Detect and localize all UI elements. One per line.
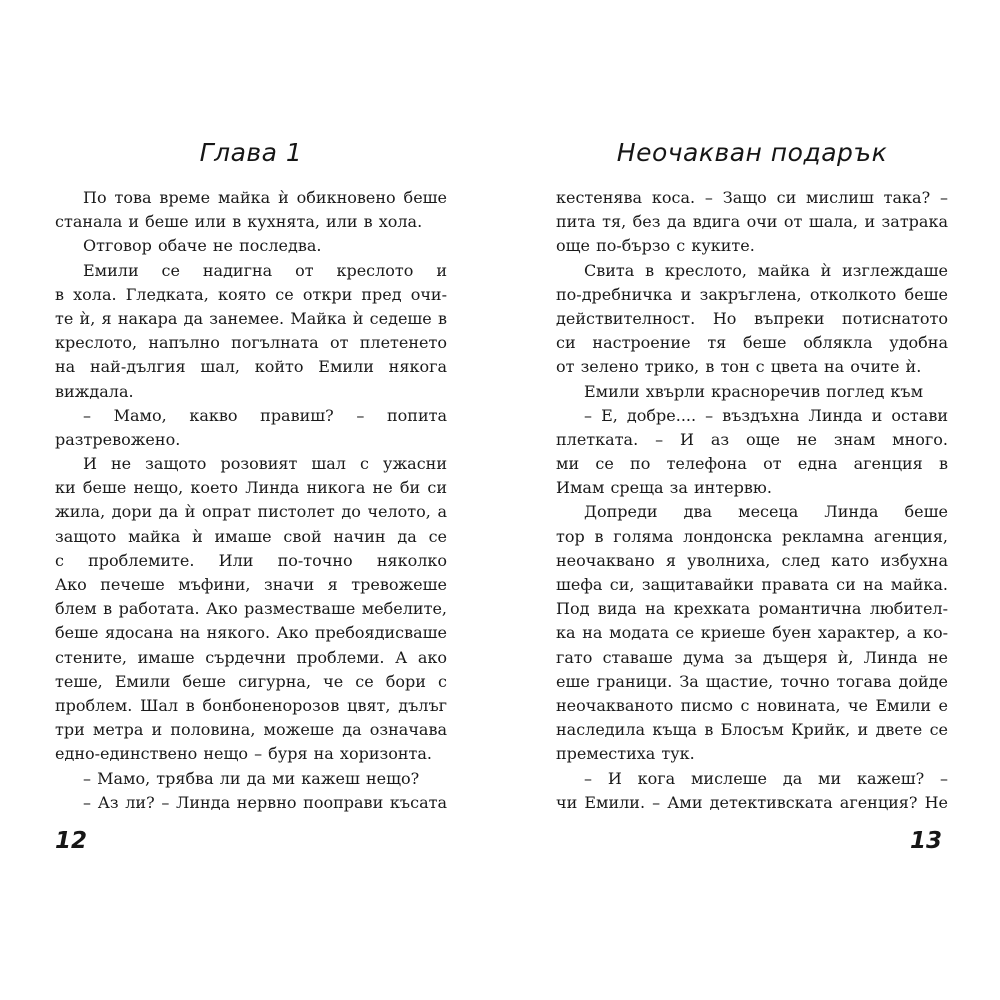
text-line: действителност. Но въпреки потиснатото (556, 308, 948, 328)
text-line: Под вида на крехката романтична любител- (556, 599, 948, 619)
text-line: блем в работата. Ако разместваше мебелите, (55, 599, 447, 619)
right-page-body-text (556, 186, 948, 815)
text-line: жила, дори да ѝ опрат пистолет до челото, а (55, 502, 447, 522)
text-line: неочаквано я уволниха, след като избухна (556, 550, 948, 570)
text-line: по-дребничка и закръглена, отколкото беше (556, 284, 948, 304)
text-line: тор в голяма лондонска рекламна агенция, (556, 526, 948, 546)
book-page-right (556, 0, 948, 1000)
text-line: – Мамо, трябва ли да ми кажеш нещо? (83, 768, 420, 788)
text-line: станала и беше или в кухнята, или в хола. (55, 212, 423, 232)
text-line: плетката. – И аз още не знам много. (556, 429, 948, 449)
text-line: чи Емили. – Ами детективската агенция? Не (556, 792, 948, 812)
text-line: – Аз ли? – Линда нервно пооправи късата (83, 792, 447, 812)
text-line: три метра и половина, можеше да означава (55, 720, 447, 740)
text-line: виждала. (55, 381, 134, 401)
text-line: проблем. Шал в бонбоненорозов цвят, дълъг (55, 695, 447, 715)
text-line: Емили хвърли красноречив поглед към (584, 381, 924, 401)
text-line: преместиха тук. (556, 744, 695, 764)
text-line: Свита в креслото, майка ѝ изглеждаше (584, 260, 948, 280)
page-number-right: 13 (909, 828, 942, 854)
text-line: теше, Емили беше сигурна, че се бори с (55, 671, 447, 691)
text-line: с проблемите. Или по-точно няколко (55, 550, 447, 570)
left-page-body-text (55, 186, 447, 815)
text-line: разтревожено. (55, 429, 181, 449)
text-line: едно-единствено нещо – буря на хоризонта. (55, 744, 432, 764)
text-line: – Е, добре.... – въздъхна Линда и остави (584, 405, 948, 425)
text-line: пита тя, без да вдига очи от шала, и затрака (556, 212, 948, 232)
text-line: си настроение тя беше облякла удобна (556, 333, 948, 353)
text-line: кестенява коса. – Защо си мислиш така? – (556, 188, 948, 207)
text-line: креслото, напълно погълната от плетенето (55, 333, 447, 353)
page-number-left: 12 (55, 828, 88, 854)
text-line: еше граници. За щастие, точно тогава дойде (556, 671, 948, 691)
text-line: И не защото розовият шал с ужасни (83, 454, 447, 474)
text-line: неочакваното писмо с новината, че Емили е (556, 695, 948, 715)
text-line: защото майка ѝ имаше свой начин да се (55, 526, 447, 546)
text-line: – Мамо, какво правиш? – попита (83, 405, 447, 425)
text-line: стените, имаше сърдечни проблеми. А ако (55, 647, 447, 667)
text-line: По това време майка ѝ обикновено беше (83, 188, 447, 207)
text-line: Имам среща за интервю. (556, 478, 772, 498)
chapter-title-heading: Неочакван подарък (616, 138, 888, 167)
text-line: те ѝ, я накара да занемее. Майка ѝ седеше в (55, 308, 447, 328)
text-line: ка на модата се криеше буен характер, а ко- (556, 623, 948, 643)
text-line: Ако печеше мъфини, значи я тревожеше (55, 575, 447, 594)
chapter-heading: Глава 1 (199, 138, 303, 167)
text-line: от зелено трико, в тон с цвета на очите ѝ. (556, 357, 922, 377)
text-line: ми се по телефона от една агенция в (556, 454, 948, 474)
text-line: Емили се надигна от креслото и (83, 260, 447, 280)
text-line: на най-дългия шал, който Емили някога (55, 357, 447, 377)
text-line: в хола. Гледката, която се откри пред очи- (55, 284, 447, 304)
text-line: ки беше нещо, което Линда никога не би си (55, 478, 447, 498)
text-line: Допреди два месеца Линда беше (584, 502, 948, 522)
text-line: гато ставаше дума за дъщеря ѝ, Линда не (556, 647, 948, 667)
text-line: – И кога мислеше да ми кажеш? – (584, 768, 948, 788)
text-line: наследила къща в Блосъм Крийк, и двете се (556, 720, 948, 740)
text-line: беше ядосана на някого. Ако пребоядисваше (55, 623, 447, 643)
text-line: Отговор обаче не последва. (83, 236, 322, 256)
text-line: още по-бързо с куките. (556, 236, 755, 256)
text-line: шефа си, защитавайки правата си на майка. (556, 575, 948, 594)
book-page-left (55, 0, 447, 1000)
